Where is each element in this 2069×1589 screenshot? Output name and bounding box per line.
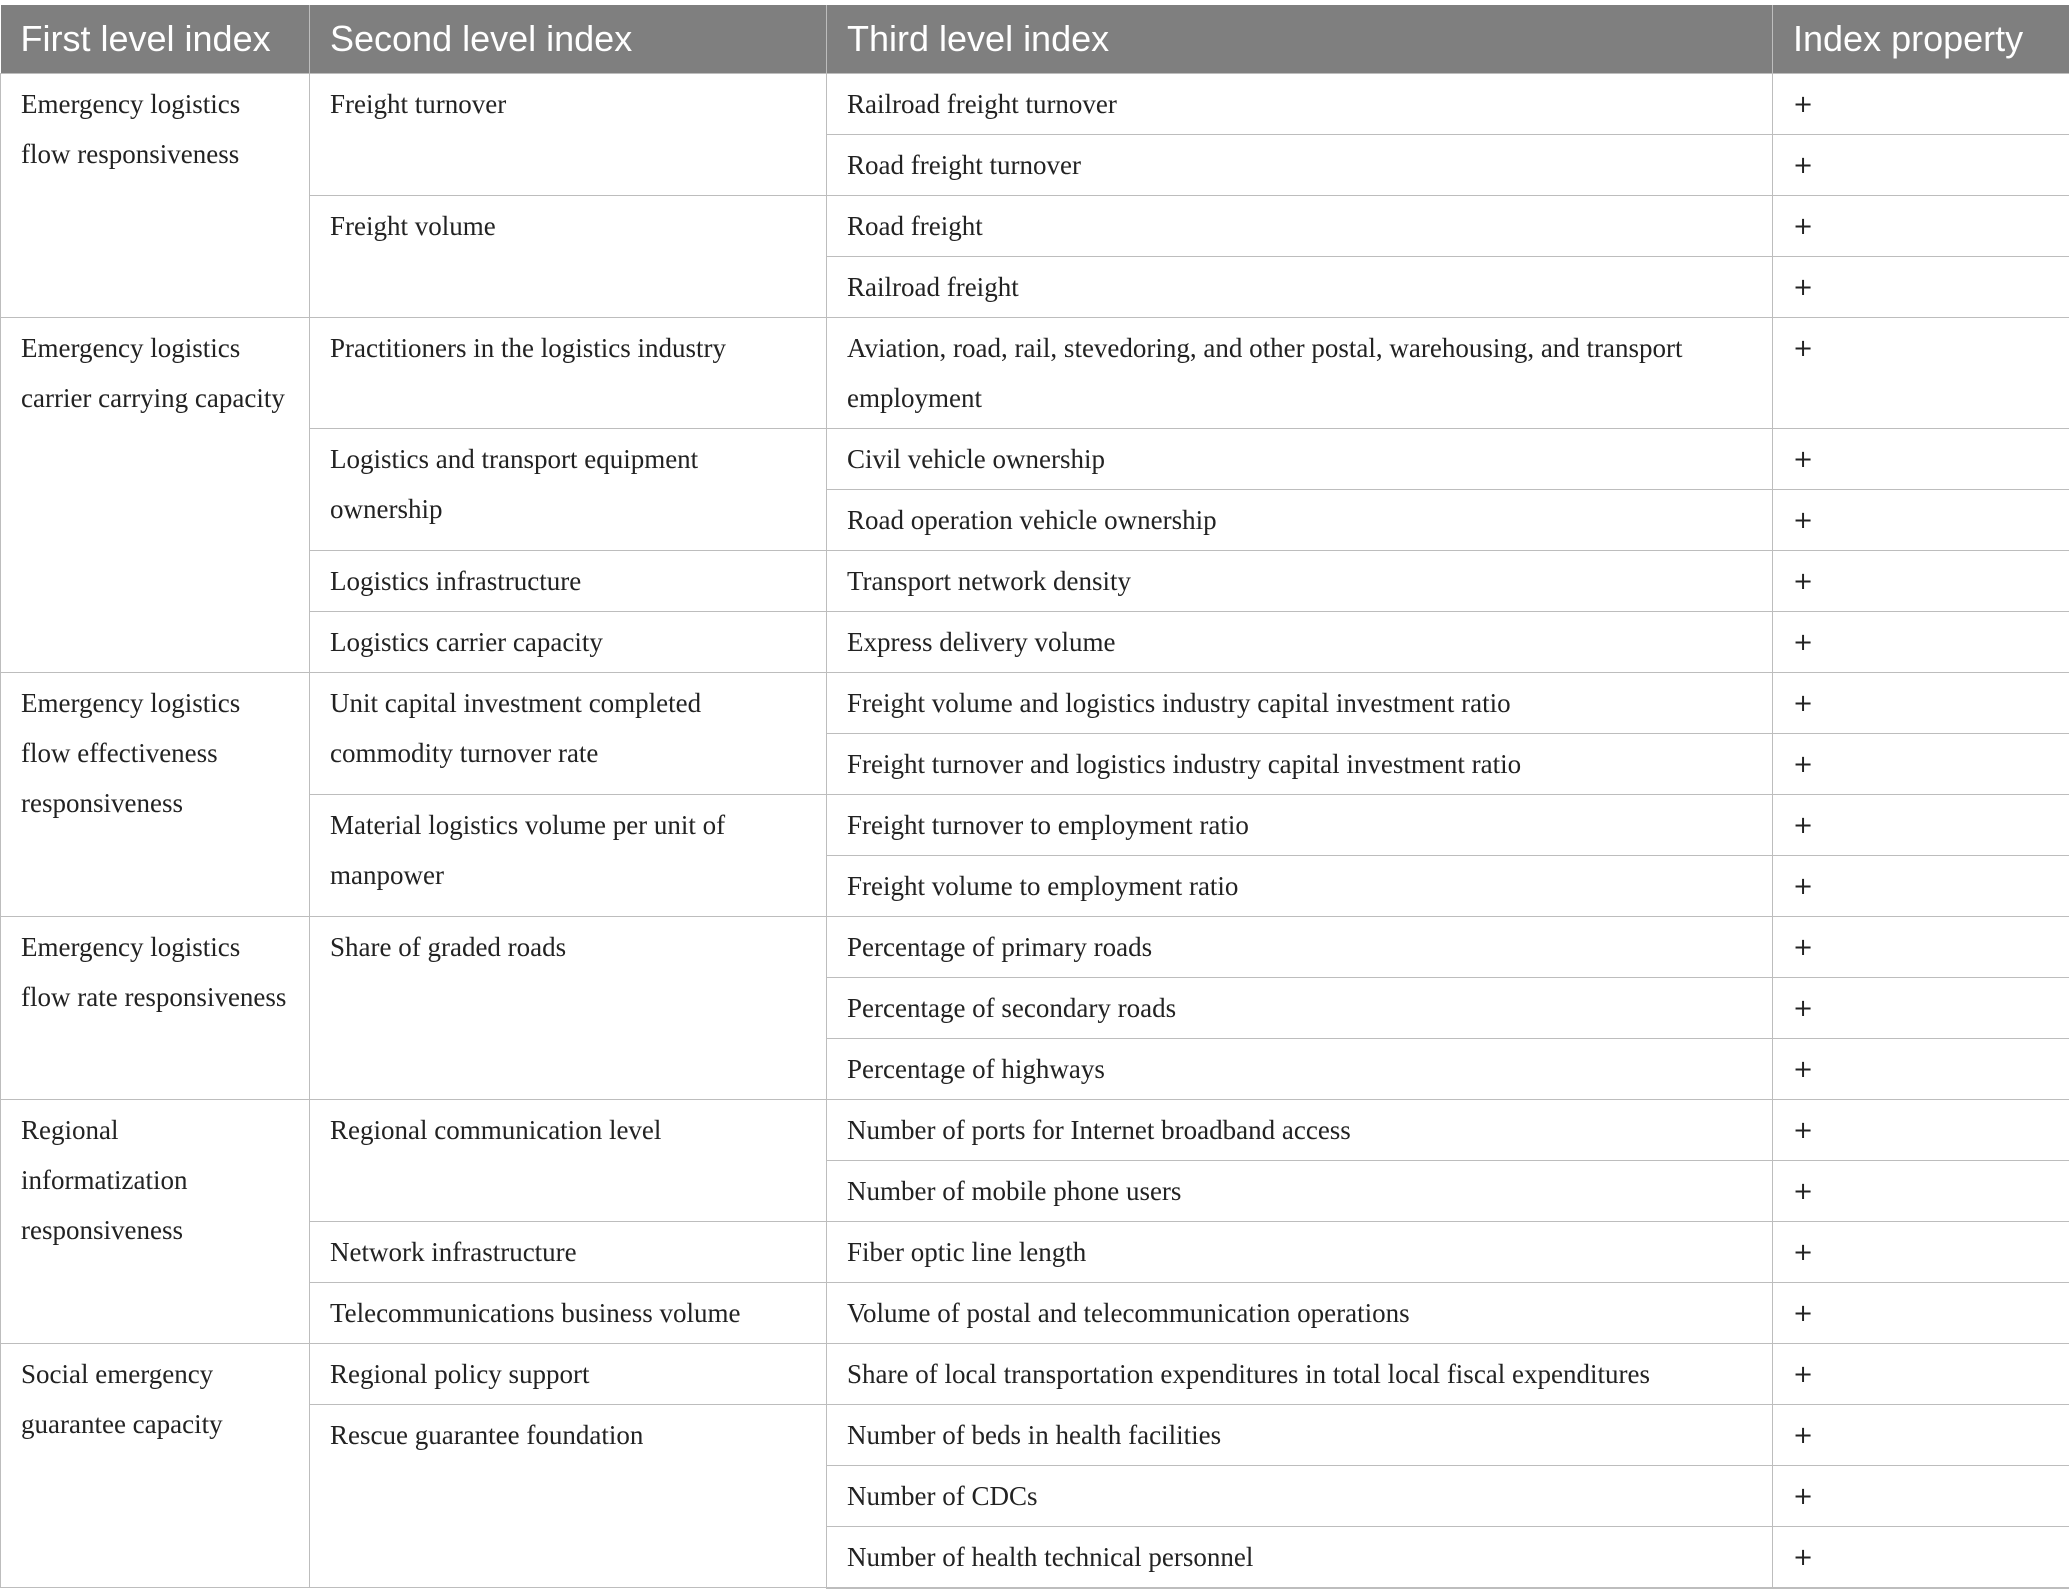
property-cell: + [1773, 1038, 2069, 1099]
table-row [1, 916, 2069, 977]
table-body [1, 73, 2069, 1588]
third-level-cell: Percentage of primary roads [827, 916, 1773, 977]
first-level-cell: Regional informatization responsiveness [1, 1099, 310, 1343]
third-level-cell: Percentage of secondary roads [827, 977, 1773, 1038]
property-cell: + [1773, 794, 2069, 855]
second-level-cell: Practitioners in the logistics industry [310, 317, 827, 428]
second-level-cell: Freight volume [310, 195, 827, 317]
table-row [1, 672, 2069, 733]
third-level-cell: Number of mobile phone users [827, 1160, 1773, 1221]
property-cell: + [1773, 195, 2069, 256]
second-level-cell: Network infrastructure [310, 1221, 827, 1282]
third-level-cell: Railroad freight [827, 256, 1773, 317]
property-cell: + [1773, 317, 2069, 428]
second-level-cell: Freight turnover [310, 73, 827, 195]
third-level-cell: Freight turnover to employment ratio [827, 794, 1773, 855]
table-row [1, 1221, 2069, 1282]
second-level-cell: Logistics infrastructure [310, 550, 827, 611]
property-cell: + [1773, 916, 2069, 977]
second-level-cell: Telecommunications business volume [310, 1282, 827, 1343]
table-row [1, 794, 2069, 855]
property-cell: + [1773, 428, 2069, 489]
property-cell: + [1773, 489, 2069, 550]
table-row [1, 611, 2069, 672]
table-row [1, 1099, 2069, 1160]
third-level-cell: Road freight [827, 195, 1773, 256]
second-level-cell: Material logistics volume per unit of manpower [310, 794, 827, 916]
property-cell: + [1773, 733, 2069, 794]
property-cell: + [1773, 1526, 2069, 1588]
property-cell: + [1773, 134, 2069, 195]
index-table [0, 5, 2069, 1589]
first-level-cell: Emergency logistics flow rate responsiveness [1, 916, 310, 1099]
property-cell: + [1773, 256, 2069, 317]
header-third-level: Third level index [827, 5, 1773, 73]
second-level-cell: Regional policy support [310, 1343, 827, 1404]
property-cell: + [1773, 1465, 2069, 1526]
table-row [1, 428, 2069, 489]
second-level-cell: Rescue guarantee foundation [310, 1404, 827, 1588]
second-level-cell: Unit capital investment completed commodity turnover rate [310, 672, 827, 794]
second-level-cell: Regional communication level [310, 1099, 827, 1221]
property-cell: + [1773, 611, 2069, 672]
third-level-cell: Percentage of highways [827, 1038, 1773, 1099]
property-cell: + [1773, 977, 2069, 1038]
property-cell: + [1773, 855, 2069, 916]
property-cell: + [1773, 672, 2069, 733]
table-row [1, 73, 2069, 134]
third-level-cell: Road operation vehicle ownership [827, 489, 1773, 550]
third-level-cell: Number of CDCs [827, 1465, 1773, 1526]
table-row [1, 1343, 2069, 1404]
first-level-cell: Emergency logistics flow effectiveness responsiveness [1, 672, 310, 916]
property-cell: + [1773, 1099, 2069, 1160]
third-level-cell: Express delivery volume [827, 611, 1773, 672]
second-level-cell: Share of graded roads [310, 916, 827, 1099]
table-row [1, 1282, 2069, 1343]
second-level-cell: Logistics and transport equipment ownership [310, 428, 827, 550]
property-cell: + [1773, 1282, 2069, 1343]
third-level-cell: Road freight turnover [827, 134, 1773, 195]
property-cell: + [1773, 550, 2069, 611]
third-level-cell: Number of health technical personnel [827, 1526, 1773, 1588]
third-level-cell: Fiber optic line length [827, 1221, 1773, 1282]
third-level-cell: Aviation, road, rail, stevedoring, and other postal, warehousing, and transport employment [827, 317, 1773, 428]
property-cell: + [1773, 1343, 2069, 1404]
property-cell: + [1773, 1404, 2069, 1465]
table-header [1, 5, 2069, 73]
first-level-cell: Social emergency guarantee capacity [1, 1343, 310, 1588]
second-level-cell: Logistics carrier capacity [310, 611, 827, 672]
third-level-cell: Volume of postal and telecommunication operations [827, 1282, 1773, 1343]
property-cell: + [1773, 1221, 2069, 1282]
table-row [1, 1404, 2069, 1465]
third-level-cell: Freight volume and logistics industry capital investment ratio [827, 672, 1773, 733]
third-level-cell: Number of ports for Internet broadband access [827, 1099, 1773, 1160]
first-level-cell: Emergency logistics carrier carrying capacity [1, 317, 310, 672]
header-second-level: Second level index [310, 5, 827, 73]
property-cell: + [1773, 73, 2069, 134]
first-level-cell: Emergency logistics flow responsiveness [1, 73, 310, 317]
table-row [1, 317, 2069, 428]
third-level-cell: Railroad freight turnover [827, 73, 1773, 134]
third-level-cell: Civil vehicle ownership [827, 428, 1773, 489]
header-row [1, 5, 2069, 73]
third-level-cell: Share of local transportation expenditures in total local fiscal expenditures [827, 1343, 1773, 1404]
third-level-cell: Freight turnover and logistics industry capital investment ratio [827, 733, 1773, 794]
third-level-cell: Number of beds in health facilities [827, 1404, 1773, 1465]
header-first-level: First level index [1, 5, 310, 73]
third-level-cell: Freight volume to employment ratio [827, 855, 1773, 916]
property-cell: + [1773, 1160, 2069, 1221]
table-row [1, 550, 2069, 611]
table-row [1, 195, 2069, 256]
header-index-property: Index property [1773, 5, 2069, 73]
third-level-cell: Transport network density [827, 550, 1773, 611]
